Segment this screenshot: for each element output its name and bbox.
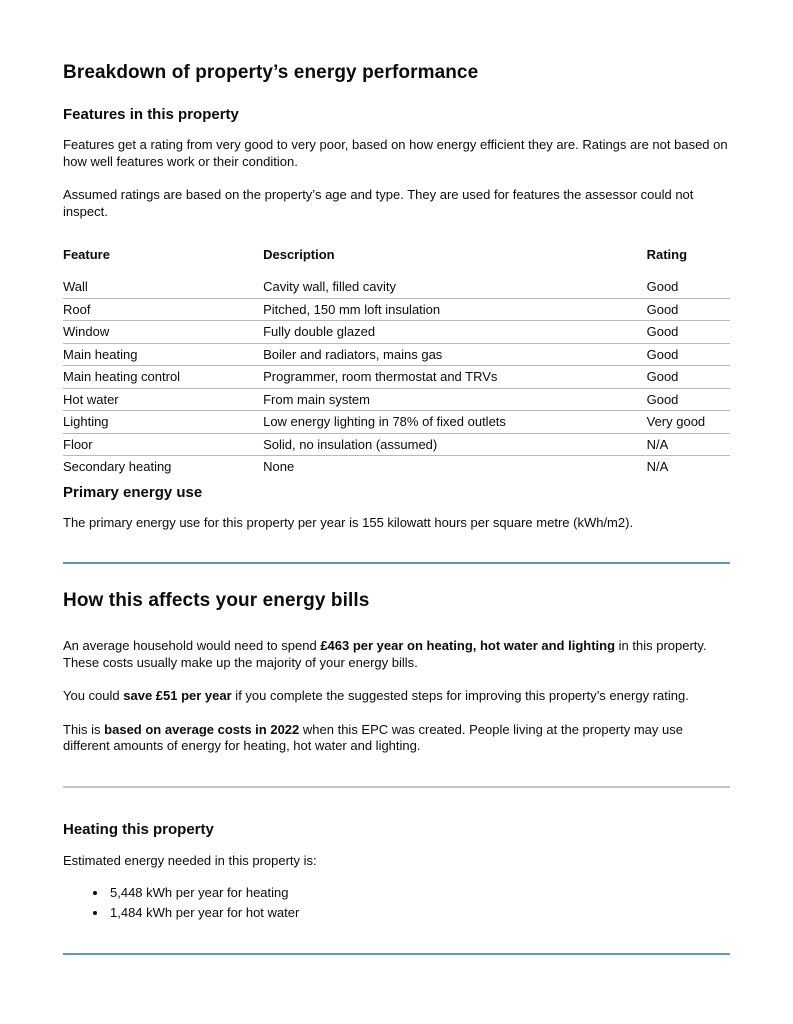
feature-cell: Main heating (63, 343, 263, 366)
rating-cell: N/A (647, 456, 730, 478)
feature-cell: Secondary heating (63, 456, 263, 478)
bills-paragraph-1 (63, 638, 730, 671)
bills-para2-post: if you complete the suggested steps for improving this property’s energy rating. (231, 688, 689, 703)
rating-cell: Very good (647, 411, 730, 434)
description-cell: Pitched, 150 mm loft insulation (263, 298, 647, 321)
rating-cell: N/A (647, 433, 730, 456)
table-header-rating: Rating (646, 247, 688, 262)
features-paragraph-1: Features get a rating from very good to very poor, based on how energy efficient they are. Ratings are not based on how well features work or their condition. (63, 137, 728, 169)
table-row (63, 276, 730, 298)
features-table-body (63, 276, 730, 478)
energy-bills-heading: How this affects your energy bills (63, 590, 370, 611)
feature-cell: Roof (63, 298, 263, 321)
feature-cell: Floor (63, 433, 263, 456)
bills-paragraph-2 (63, 688, 730, 705)
feature-cell: Main heating control (63, 366, 263, 389)
bills-paragraph-3 (63, 722, 730, 755)
rating-cell: Good (647, 343, 730, 366)
table-row (63, 343, 730, 366)
table-row (63, 366, 730, 389)
features-table (63, 247, 730, 478)
feature-cell: Hot water (63, 388, 263, 411)
features-section (63, 106, 730, 531)
features-table-head (63, 247, 730, 276)
bills-para2-pre: You could (63, 688, 124, 703)
primary-energy-text: The primary energy use for this property per year is 155 kilowatt hours per square metre (kWh/m2). (63, 514, 634, 530)
description-cell: None (263, 456, 647, 478)
rating-cell: Good (647, 388, 730, 411)
bills-para2-bold: save £51 per year (123, 688, 232, 703)
table-header-description: Description (263, 247, 335, 262)
description-cell: Boiler and radiators, mains gas (263, 343, 647, 366)
description-cell: Cavity wall, filled cavity (263, 279, 397, 294)
table-header-row (63, 247, 730, 276)
table-row (63, 388, 730, 411)
heating-heading: Heating this property (63, 820, 214, 838)
description-cell: Programmer, room thermostat and TRVs (263, 366, 647, 389)
table-row (63, 456, 730, 478)
section-divider-blue-bottom (63, 953, 730, 955)
description-cell: Low energy lighting in 78% of fixed outlets (263, 411, 647, 434)
bills-para3-pre: This is (63, 721, 105, 737)
list-item-hot-water-kwh: • 1,484 kWh per year for hot water (108, 903, 730, 923)
bills-para1-pre: An average household would need to spend (63, 638, 321, 653)
table-row (63, 298, 730, 321)
table-row (63, 433, 730, 456)
features-paragraph-2: Assumed ratings are based on the property’s age and type. They are used for features the assessor could not inspect. (63, 187, 694, 219)
page-title: Breakdown of property’s energy performance (63, 62, 479, 83)
description-cell: Solid, no insulation (assumed) (263, 433, 647, 456)
bills-para1-bold: £463 per year on heating, hot water and lighting (320, 638, 616, 653)
bills-para3-bold: based on average costs in 2022 (104, 721, 300, 737)
rating-cell: Good (647, 321, 730, 344)
section-divider-blue (63, 562, 730, 564)
table-row (63, 321, 730, 344)
rating-cell: Good (647, 298, 730, 321)
rating-cell: Good (647, 366, 730, 389)
list-item-heating-kwh: • 5,448 kWh per year for heating (108, 883, 730, 903)
description-cell: Fully double glazed (263, 321, 647, 344)
features-heading: Features in this property (63, 106, 239, 123)
section-divider-grey (63, 786, 730, 788)
heating-intro: Estimated energy needed in this property is: (63, 852, 317, 868)
feature-cell: Window (63, 321, 263, 344)
bills-para1-post: in this property. These costs usually make up the majority of your energy bills. (63, 638, 707, 670)
description-cell: From main system (263, 388, 647, 411)
feature-cell: Wall (63, 279, 88, 294)
estimated-energy-list (63, 883, 730, 923)
primary-energy-heading: Primary energy use (63, 483, 203, 501)
rating-cell: Good (646, 279, 679, 294)
feature-cell: Lighting (63, 411, 263, 434)
table-row (63, 411, 730, 434)
heating-section (63, 821, 730, 924)
table-header-feature: Feature (63, 247, 110, 262)
energy-bills-section (63, 590, 730, 755)
bills-para3-post: when this EPC was created. People living at the property may use different amounts of energy for heating, hot water and lighting. (63, 721, 683, 753)
